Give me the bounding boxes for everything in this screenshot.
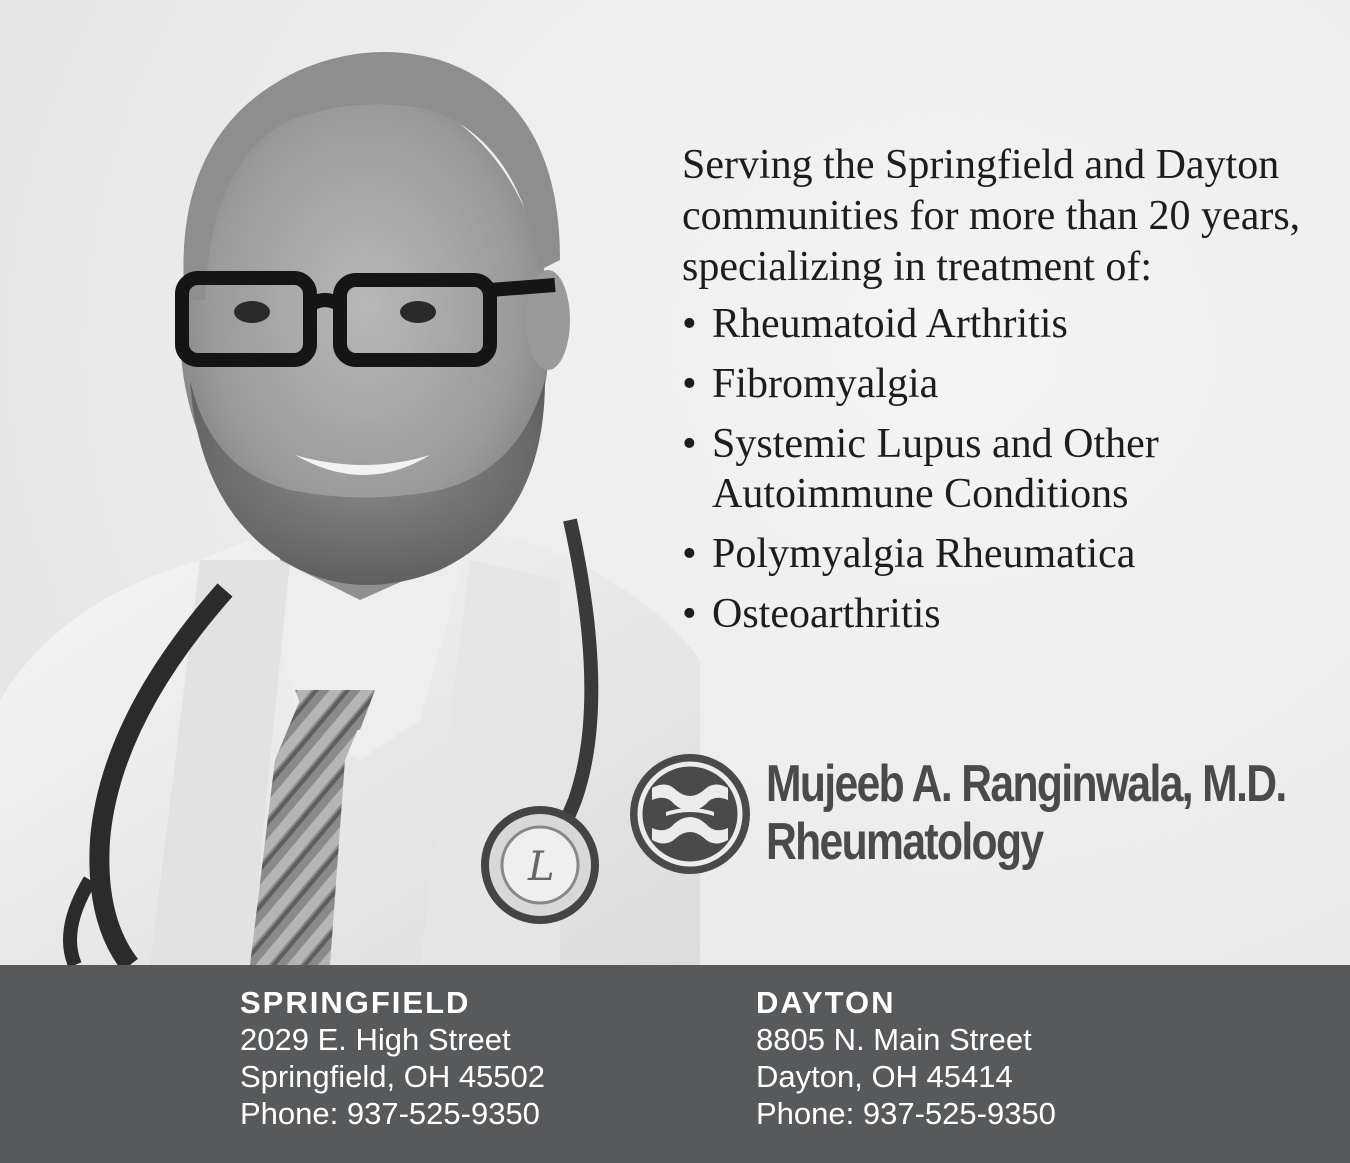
ad-copy: [682, 140, 1322, 649]
list-item: • Rheumatoid Arthritis: [682, 301, 1068, 347]
bullet-icon: •: [682, 531, 697, 577]
joint-icon: [626, 750, 754, 878]
bullet-icon: •: [682, 421, 697, 467]
list-item: • Polymyalgia Rheumatica: [682, 531, 1136, 577]
location-city: SPRINGFIELD: [240, 985, 471, 1020]
doctor-name: Mujeeb A. Ranginwala, M.D.: [766, 755, 1286, 813]
doctor-portrait-photo: [0, 0, 700, 965]
conditions-list: [682, 299, 1322, 639]
locations-footer: [0, 965, 1350, 1163]
bullet-icon: •: [682, 361, 697, 407]
list-item: • Osteoarthritis: [682, 591, 941, 637]
location-springfield: [240, 985, 545, 1132]
specialty-label: Rheumatology: [766, 813, 1043, 871]
bullet-icon: •: [682, 591, 697, 637]
location-dayton: [756, 985, 1056, 1132]
location-city-state-zip: Springfield, OH 45502: [240, 1059, 546, 1094]
list-item: • Systemic Lupus and Other Autoimmune Conditions: [682, 421, 1159, 517]
list-item: • Fibromyalgia: [682, 361, 939, 407]
location-phone: Phone: 937-525-9350: [240, 1096, 540, 1131]
intro-text: Serving the Springfield and Dayton communities for more than 20 years, specializing in treatment of:: [682, 142, 1301, 290]
practice-logo: [626, 750, 1326, 890]
bullet-icon: •: [682, 301, 697, 347]
location-street: 8805 N. Main Street: [756, 1022, 1032, 1057]
location-phone: Phone: 937-525-9350: [756, 1096, 1056, 1131]
location-street: 2029 E. High Street: [240, 1022, 511, 1057]
svg-text:L: L: [528, 844, 555, 890]
location-city: DAYTON: [756, 985, 896, 1020]
location-city-state-zip: Dayton, OH 45414: [756, 1059, 1013, 1094]
